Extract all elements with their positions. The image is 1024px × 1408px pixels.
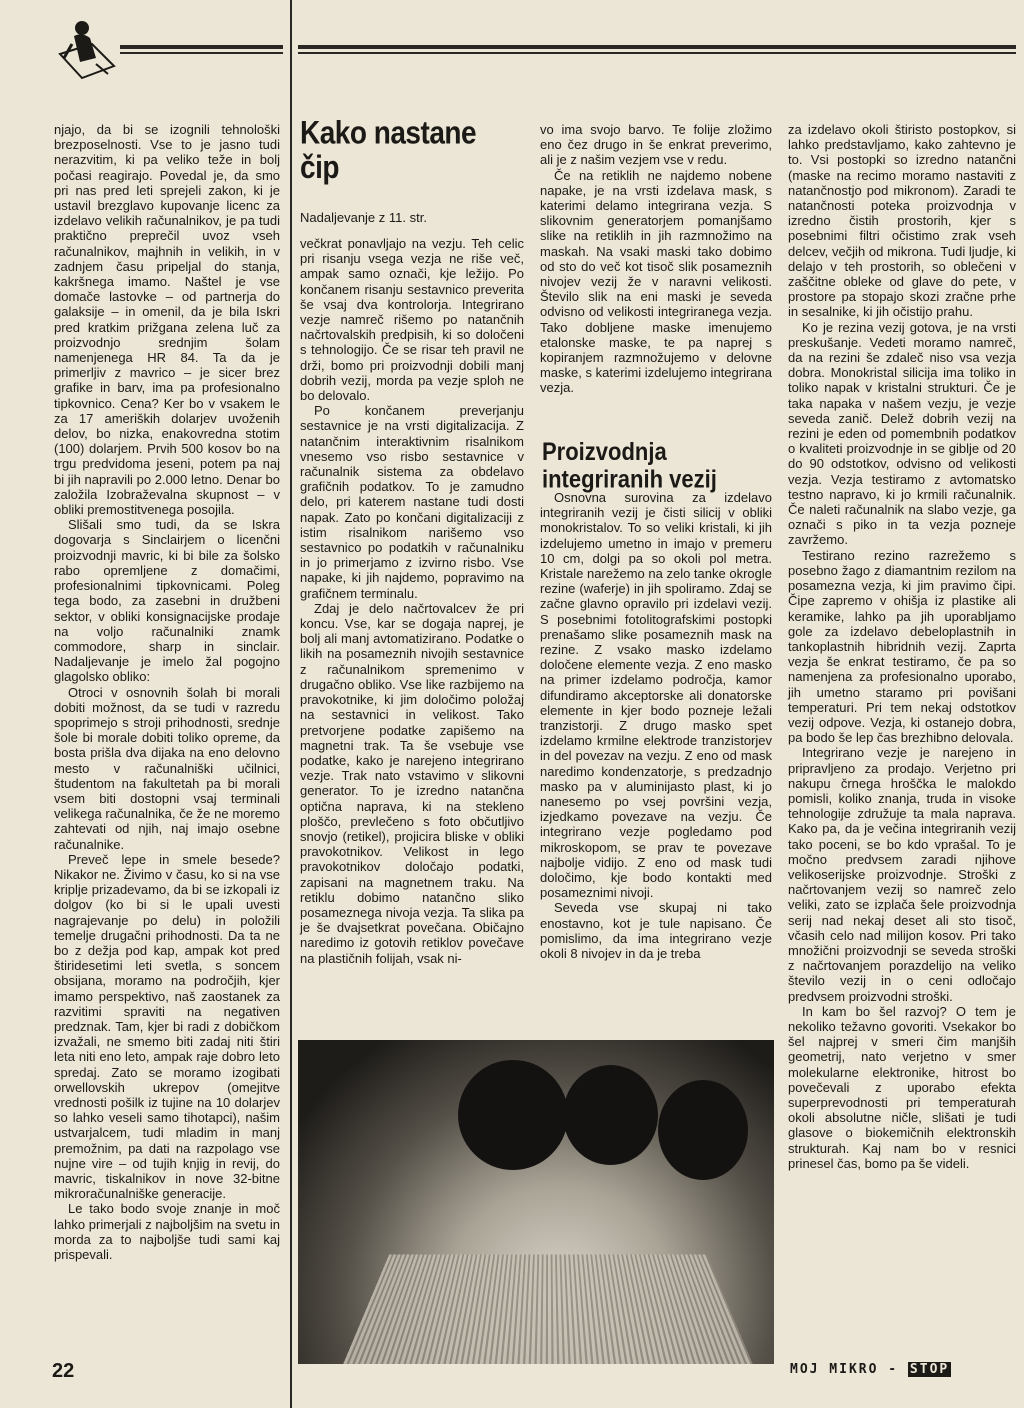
paragraph: Osnovna surovina za izdelavo integriranih vezij je čisti silicij v obliki monokristalov. To so veliki kristali, ki jih izdelujemo umetno in imajo v premeru 10 cm, dolgi pa so okoli pol metra. Kristale narežemo na zelo tanke okrogle rezine (waferje) in jih spoliramo. Zdaj se začne glavno opravilo pri izdelavi vezij. S posebnimi fotolitografskimi postopki prenašamo slike posameznih mask na rezine. Z vsako masko izdelamo določene elemente vezja. Z eno masko na primer izdelamo področja, kamor difundiramo akceptorske ali donatorske elemente in kjer bodo pozneje ležali tranzistorji. Z drugo masko spet izdelamo krmilne elektrode tranzistorjev in del povezav na vezju. Z eno od mask naredimo kondenzatorje, s predzadnjo masko pa v aluminijasto plast, ki jo nanesemo po vsej površini vezja, izjedkamo povezave na vezju. Če integrirano vezje pogledamo pod mikroskopom, se prav te povezave najbolje vidijo. Z eno od mask tudi določimo, kje bodo kontakti med posameznimi nivoji. <box>540 490 772 901</box>
paragraph: Integrirano vezje je narejeno in pripravljeno za prodajo. Verjetno pri nakupu črnega hroščka le malokdo pomisli, koliko znanja, truda in visoke tehnologije združuje ta mala naprava. Kako pa, da je večina integriranih vezij tako poceni, se bo kdo vprašal. To je močno predvsem zaradi njihove velikoserijske proizvodnje. Stroški z načrtovanjem vezij so namreč zelo veliki, zato se izplača šele proizvodnja serij nad nekaj deset ali sto tisoč, včasih celo nad milijon kosov. Pri tako množični proizvodnji se seveda stroški z načrtovanjem porazdelijo na veliko število vezij in o ceni odločajo predvsem proizvodni stroški. <box>788 745 1016 1004</box>
paragraph: Ko je rezina vezij gotova, je na vrsti preskušanje. Vedeti moramo namreč, da na rezini še zdaleč niso vsa vezja dobra. Monokristal silicija ima toliko in toliko napak v kristalni strukturi. Če je taka napaka v našem vezju, je vezje seveda zanič. Delež dobrih vezij na rezini je eden od pomembnih podatkov o kvaliteti proizvodnje in se giblje od 20 do 90 odstotkov, odvisno od velikosti vezja. Vezja testiramo z avtomatsko testno napravo, ki jo krmili računalnik. Če naleti računalnik na slabo vezje, ga označi s piko in ta vezja pozneje zavržemo. <box>788 319 1016 548</box>
paragraph: Preveč lepe in smele besede? Nikakor ne. Živimo v času, ko si na vse kriplje prizadevamo, da bi se izkopali iz dolgov (ko bi si le upali uvesti nagrajevanje po delu) in položili temelje drugačni prihodnosti. Da ta ne bo z dežja pod kap, ampak kot pred štiridesetimi leti svetla, s soncem obsijana, moramo na področjih, kjer imamo perspektivo, naš zaostanek za razvitimi spraviti na negativen predznak. Tam, kjer bi radi z dobičkom izvažali, ne smemo biti zadaj niti štiri leta niti eno leto, ampak raje dobro leto spredaj. Zato se moramo izogibati orwellovskih ukrepov (omejitve vrednosti pošilk iz tujine na 10 dolarjev so lahko veseli samo tihotapci), našim ustvarjalcem, tudi mladim in manj premožnim, pa dati na razpolago vse nujne vire – od tujih knjig in revij, do mavric, tiskalnikov in nove 32-bitne mikroračunalniške generacije. <box>54 851 280 1202</box>
section-heading: Proizvodnja integriranih vezij <box>542 436 717 494</box>
magazine-name: MOJ MIKRO - <box>790 1362 899 1377</box>
paragraph: Testirano rezino razrežemo s posebno žago z diamantnim rezilom na posamezna vezja, ki jim pravimo čipi. Čipe zapremo v ohišja iz plastike ali keramike, lahko pa jih uporabljamo gole za izdelavo debeloplastnih in tankoplastnih hibridnih vezij. Zaprta vezja še enkrat testiramo, če pa so namenjena za profesionalno uporabo, jih umetno staramo pri povišani temperaturi. Pri tem nekaj odstotkov vezij odpove. Vezja, ki ostanejo dobra, pa bodo še lep čas brezhibno delovala. <box>788 547 1016 746</box>
paragraph: In kam bo šel razvoj? O tem je nekoliko težavno govoriti. Vsekakor bo šel najprej v smeri čim manjših geometrij, nato verjetno v smer molekularne elektronike, hitrost bo povečevali z uporabo efekta superprevodnosti pri temperaturah okoli absolutne ničle, slišati je tudi glasove o biokemičnih elektronskih strukturah. Kaj nam bo v resnici prinesel čas, bomo pa še videli. <box>788 1003 1016 1171</box>
paragraph: vo ima svojo barvo. Te folije zložimo eno čez drugo in še enkrat preverimo, ali je z našim vezjem vse v redu. <box>540 122 772 168</box>
paragraph: njajo, da bi se izognili tehnološki brezposelnosti. Vse to je jasno tudi nerazvitim, ki pa veliko teže in bolj počasi reagirajo. Povedal je, da smo pri nas pred leti sprejeli zakon, ki je ustavil brezglavo kupovanje licenc za izdelavo velikih računalnikov, je pa tudi praktično preprečil uvoz vseh računalnikov, majhnih in velikih, in v zadnjem času pripeljal do stanja, kakršnega imamo. Naštel je vse domače lastovke – od partnerja do galaksije – in omenil, da je bila Iskri pred kratkim prižgana zelena luč za proizvodnjo srednjim šolam namenjenega HR 84. Ta da je primerljiv z mavrico – je sicer brez grafike in barv, ima pa profesionalno tipkovnico. Cena? Ker bo v vsakem le za 17 ameriških dolarjev uvoženih delov, bo nizka, enakovredna stotim (100) dolarjem. Prvih 500 kosov bo na trgu predvidoma jeseni, potem pa naj bi jih napravili po 2.000 letno. Denar bo založila Izobraževalna skupnost – v obliki premostitvenega posojila. <box>54 122 280 518</box>
continued-note: Nadaljevanje z 11. str. <box>300 210 427 225</box>
paragraph: Seveda vse skupaj ni tako enostavno, kot je tule napisano. Če pomislimo, da ima integrirano vezje okoli 8 nivojev in da je treba <box>540 900 772 962</box>
header-illustration-icon <box>52 14 122 84</box>
column-4 <box>788 122 1016 1171</box>
person-head <box>458 1060 568 1170</box>
paragraph: Le tako bodo svoje znanje in moč lahko primerjali z najboljšim na svetu in morda za to najboljše tudi sami kaj prispevali. <box>54 1201 280 1263</box>
paragraph: večkrat ponavljajo na vezju. Teh celic pri risanju vsega vezja ne riše več, ampak samo označi, kje ležijo. Po končanem risanju sestavnico preverita še vsaj dva kontrolorja. Integrirano vezje namreč rišemo po natančnih načrtovalskih predpisih, ki so določeni s tehnologijo. Če se risar teh pravil ne drži, bomo pri proizvodnji dobili manj dobrih vezij, morda pa vezje sploh ne bo delovalo. <box>300 236 524 404</box>
person-head <box>563 1065 658 1165</box>
section-name: ŠTOP <box>909 1362 950 1377</box>
paragraph: Otroci v osnovnih šolah bi morali dobiti možnost, da se tudi v razredu spoprimejo s stroji prihodnosti, srednje šole bi morale dobiti toliko opreme, da bosta prišla dva dijaka na eno delovno mesto v računalniški učilnici, študentom na fakultetah pa bi morali vsem biti dostopni vsaj terminali velikega računalnika, če že ne moremo zahtevati od njih, naj imajo osebne računalnike. <box>54 684 280 852</box>
article-title: Kako nastane čip <box>300 114 477 185</box>
column-divider <box>290 0 292 1408</box>
column-3-bottom <box>540 490 772 961</box>
paragraph: za izdelavo okoli štiristo postopkov, si lahko predstavljamo, kako zahtevno je to. Vsi postopki so izredno natančni (maske na recimo moramo nastaviti z natančnostjo pod mikronom). Zaradi te natančnosti poteka proizvodnja v izredno čistih prostorih, kjer s posebnimi filtri očistimo zrak vseh delcev, večjih od mikrona. Tudi ljudje, ki delajo v teh prostorih, so oblečeni v zaščitne obleke od glave do pete, v prostore pa stopajo skozi zračne prhe in sesalnike, ki jih očistijo prahu. <box>788 122 1016 320</box>
header-rules-left <box>120 45 283 57</box>
header-rules-right <box>298 45 1016 57</box>
column-2 <box>300 236 524 966</box>
column-3-top <box>540 122 772 396</box>
page-number: 22 <box>52 1360 75 1382</box>
person-head <box>658 1080 748 1180</box>
column-1 <box>54 122 280 1262</box>
circuit-layout-sheet <box>340 1254 756 1364</box>
paragraph: Po končanem preverjanju sestavnice je na vrsti digitalizacija. Z natančnim interaktivnim risalnikom vnesemo vso risbo sestavnice v računalnik sistema za obdelavo grafičnih podatkov. To je zamudno delo, pri katerem nastane tudi dosti napak. Zato po končani digitalizaciji z istim risalnikom narišemo vso sestavnico po podatkih v računalniku in jo primerjamo z izvirno risbo. Vse napake, ki jih najdemo, popravimo na grafičnem terminalu. <box>300 403 524 601</box>
magazine-footer <box>790 1362 1016 1380</box>
paragraph: Zdaj je delo načrtovalcev že pri koncu. Vse, kar se dogaja naprej, je bolj ali manj avtomatizirano. Podatke o likih na posameznih nivojih sestavnice z računalnikom spremenimo v drugačno obliko. Vse like razbijemo na pravokotnike, ki jim določimo položaj na sestavnici in velikost. Tako pretvorjene podatke zapišemo na magnetni trak. Ta še vsebuje vse podatke, kako je narejeno integrirano vezje. Trak nato vstavimo v slikovni generator. To je izredno natančna optična naprava, ki na stekleno ploščo, prevlečeno s foto občutljivo snovjo (retikel), projicira bliske v obliki pravokotnikov. Velikost in lego pravokotnikov določajo podatki, zapisani na magnetnem traku. Na retiklu dobimo natančno sliko posameznega nivoja vezja. Ta slika pa je še dvajsetkrat povečana. Običajno naredimo iz gotovih retiklov povečave na plastičnih folijah, vsak ni- <box>300 600 524 966</box>
paragraph: Če na retiklih ne najdemo nobene napake, je na vrsti izdelava mask, s katerimi delamo integrirana vezja. S slikovnim generatorjem pomanjšamo slike na retiklih in jih razmnožimo na maskah. Na vsaki maski tako dobimo od sto do več kot tisoč slik posameznih nivojev vezij že v naravni velikosti. Število slik na eni maski je seveda odvisno od velikosti integriranega vezja. Tako dobljene maske imenujemo etalonske maske, te pa naprej s kopiranjem razmnožujemo v delovne maske, s katerimi izdelujemo integrirana vezja. <box>540 167 772 396</box>
paragraph: Slišali smo tudi, da se Iskra dogovarja s Sinclairjem o licenčni proizvodnji mavric, ki bi bile za šolsko rabo opremljene z domačimi, profesionalnimi tipkovnicami. Poleg tega bodo, za zasebni in družbeni sektor, v obliki konsignacijske prodaje na voljo računalniki znamk commodore, sharp in sinclair. Nadaljevanje je imelo žal pogojno glagolsko obliko: <box>54 517 280 685</box>
photo-engineers-inspecting-circuit-layout <box>298 1040 774 1364</box>
